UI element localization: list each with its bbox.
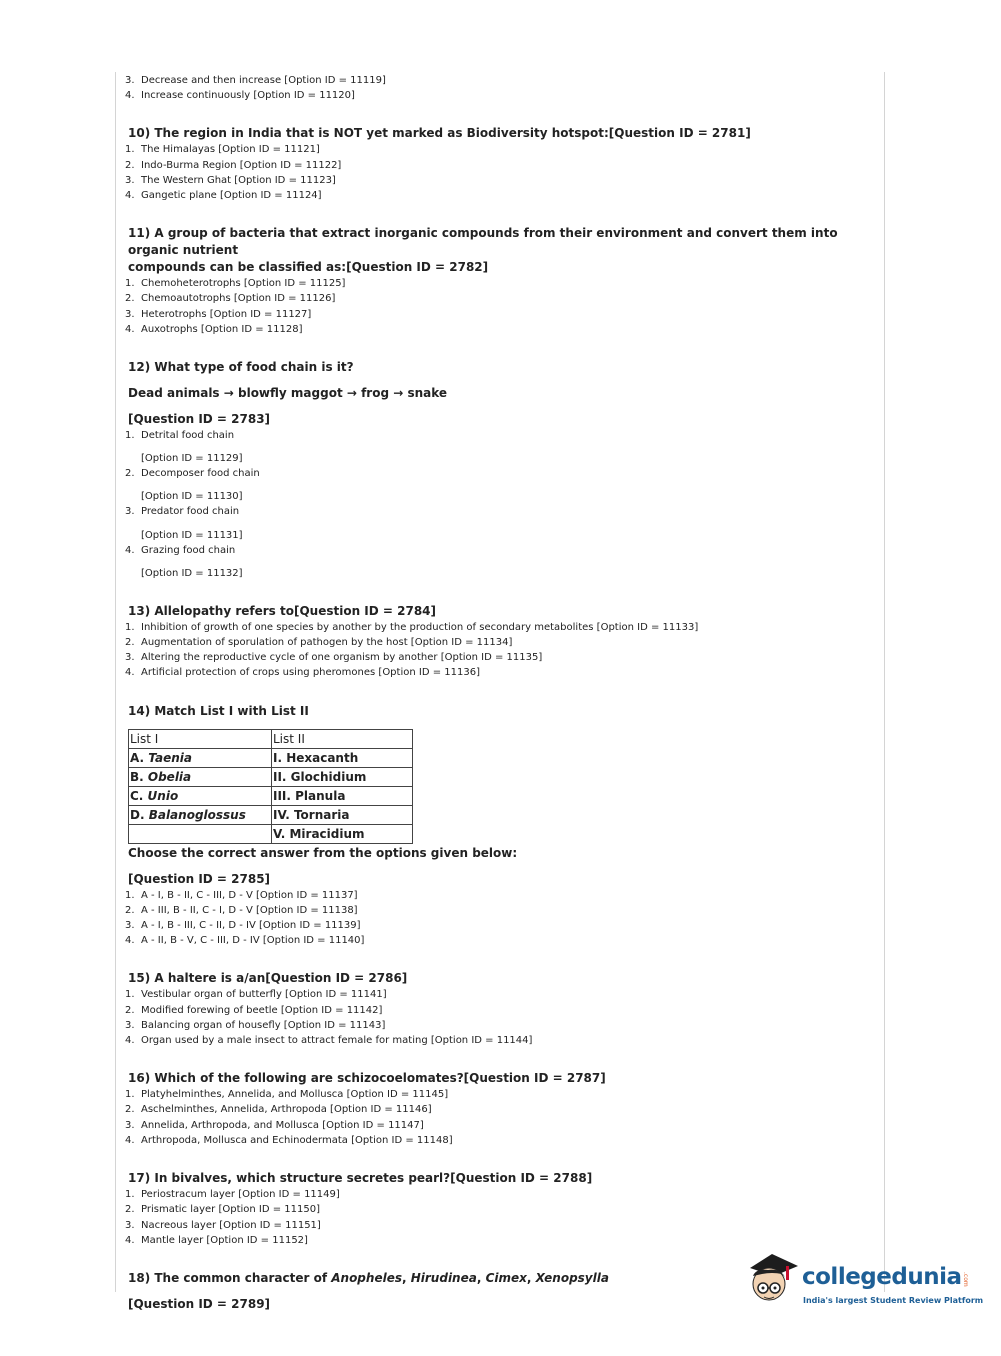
- question-title: 10) The region in India that is NOT yet marked as Biodiversity hotspot:[Question ID = 2781]: [128, 126, 751, 141]
- question-id: [Question ID = 2783]: [128, 412, 271, 427]
- instruction: Choose the correct answer from the options given below:: [128, 845, 518, 860]
- mascot-icon: [742, 1250, 802, 1320]
- question-title-cont: compounds can be classified as:[Question ID = 2782]: [128, 260, 489, 275]
- left-margin-rule: [115, 72, 116, 1292]
- question-14: 14) Match List I with List II List I List II A. Taenia I. Hexacanth B. Obelia II. Glochidium C. Unio III. Planula D. Balanoglossus IV. Tornaria V. Miracidium Choose the correct answer from the options given below: [Question ID = 2785] 1. A - I, B - II, C - III, D - V [Option ID = 11137] 2. A - III, B - II, C - I, D - V [Option ID = 11138] 3. A - I, B - III, C - II, D - IV [Option ID = 11139] 4. A - II, B - V, C - III, D - IV [Option ID = 11140]: [125, 703, 870, 949]
- collegedunia-logo: [742, 1250, 982, 1320]
- question-10: 10) The region in India that is NOT yet marked as Biodiversity hotspot:[Question ID = 2781] 1. The Himalayas [Option ID = 11121] 2. Indo-Burma Region [Option ID = 11122] 3. The Western Ghat [Option ID = 11123] 4. Gangetic plane [Option ID = 11124]: [125, 125, 870, 203]
- question-15: 15) A haltere is a/an[Question ID = 2786] 1. Vestibular organ of butterfly [Option ID = 11141] 2. Modified forewing of beetle [Option ID = 11142] 3. Balancing organ of housefly [Option ID = 11143] 4. Organ used by a male insect to attract female for mating [Option ID = 11144]: [125, 970, 870, 1048]
- question-title: 11) A group of bacteria that extract inorganic compounds from their environment and convert them into organic nutrient: [128, 226, 838, 258]
- match-table: [128, 729, 413, 844]
- question-title: 14) Match List I with List II: [128, 703, 309, 718]
- question-paper: [125, 73, 870, 1313]
- right-margin-rule: [884, 72, 885, 1292]
- table-row: C. Unio III. Planula: [129, 786, 413, 805]
- question-title: 15) A haltere is a/an[Question ID = 2786]: [128, 971, 408, 986]
- question-12: 12) What type of food chain is it? Dead animals → blowfly maggot → frog → snake [Question ID = 2783] 1. Detrital food chain [Option ID = 11129] 2. Decomposer food chain [Option ID = 11130] 3. Predator food chain [Option ID = 11131] 4. Grazing food chain [Option ID = 11132]: [125, 359, 870, 581]
- question-16: 16) Which of the following are schizocoelomates?[Question ID = 2787] 1. Platyhelminthes, Annelida, and Mollusca [Option ID = 11145] 2. Aschelminthes, Annelida, Arthropoda [Option ID = 11146] 3. Annelida, Arthropoda, and Mollusca [Option ID = 11147] 4. Arthropoda, Mollusca and Echinodermata [Option ID = 11148]: [125, 1070, 870, 1148]
- logo-wordmark: collegedunia: [802, 1264, 962, 1290]
- question-title: 17) In bivalves, which structure secretes pearl?[Question ID = 2788]: [128, 1171, 593, 1186]
- question-13: 13) Allelopathy refers to[Question ID = 2784] 1. Inhibition of growth of one species by another by the production of secondary metabolites [Option ID = 11133] 2. Augmentation of sporulation of pathogen by the host [Option ID = 11134] 3. Altering the reproductive cycle of one organism by another [Option ID = 11135] 4. Artificial protection of crops using pheromones [Option ID = 11136]: [125, 603, 870, 681]
- food-chain: Dead animals → blowfly maggot → frog → snake: [128, 386, 448, 401]
- table-row: V. Miracidium: [129, 824, 413, 843]
- logo-tagline: India's largest Student Review Platform: [803, 1296, 984, 1305]
- question-id: [Question ID = 2789]: [128, 1296, 271, 1311]
- question-11: 11) A group of bacteria that extract inorganic compounds from their environment and convert them into organic nutrient compounds can be classified as:[Question ID = 2782] 1. Chemoheterotrophs [Option ID = 11125] 2. Chemoautotrophs [Option ID = 11126] 3. Heterotrophs [Option ID = 11127] 4. Auxotrophs [Option ID = 11128]: [125, 225, 870, 337]
- table-row: B. Obelia II. Glochidium: [129, 767, 413, 786]
- table-row: List I List II: [129, 729, 413, 748]
- question-title: 16) Which of the following are schizocoelomates?[Question ID = 2787]: [128, 1071, 606, 1086]
- logo-domain: .com: [962, 1272, 969, 1287]
- question-17: 17) In bivalves, which structure secretes pearl?[Question ID = 2788] 1. Periostracum layer [Option ID = 11149] 2. Prismatic layer [Option ID = 11150] 3. Nacreous layer [Option ID = 11151] 4. Mantle layer [Option ID = 11152]: [125, 1170, 870, 1248]
- table-row: A. Taenia I. Hexacanth: [129, 748, 413, 767]
- question-id: [Question ID = 2785]: [128, 871, 271, 886]
- question-title: 13) Allelopathy refers to[Question ID = 2784]: [128, 603, 437, 618]
- table-row: D. Balanoglossus IV. Tornaria: [129, 805, 413, 824]
- question-title: 12) What type of food chain is it?: [128, 360, 354, 375]
- question-title: 18) The common character of Anopheles, Hirudinea, Cimex, Xenopsylla: [128, 1270, 609, 1285]
- q9-options-tail: 3. Decrease and then increase [Option ID = 11119] 4. Increase continuously [Option ID = 11120]: [125, 75, 386, 102]
